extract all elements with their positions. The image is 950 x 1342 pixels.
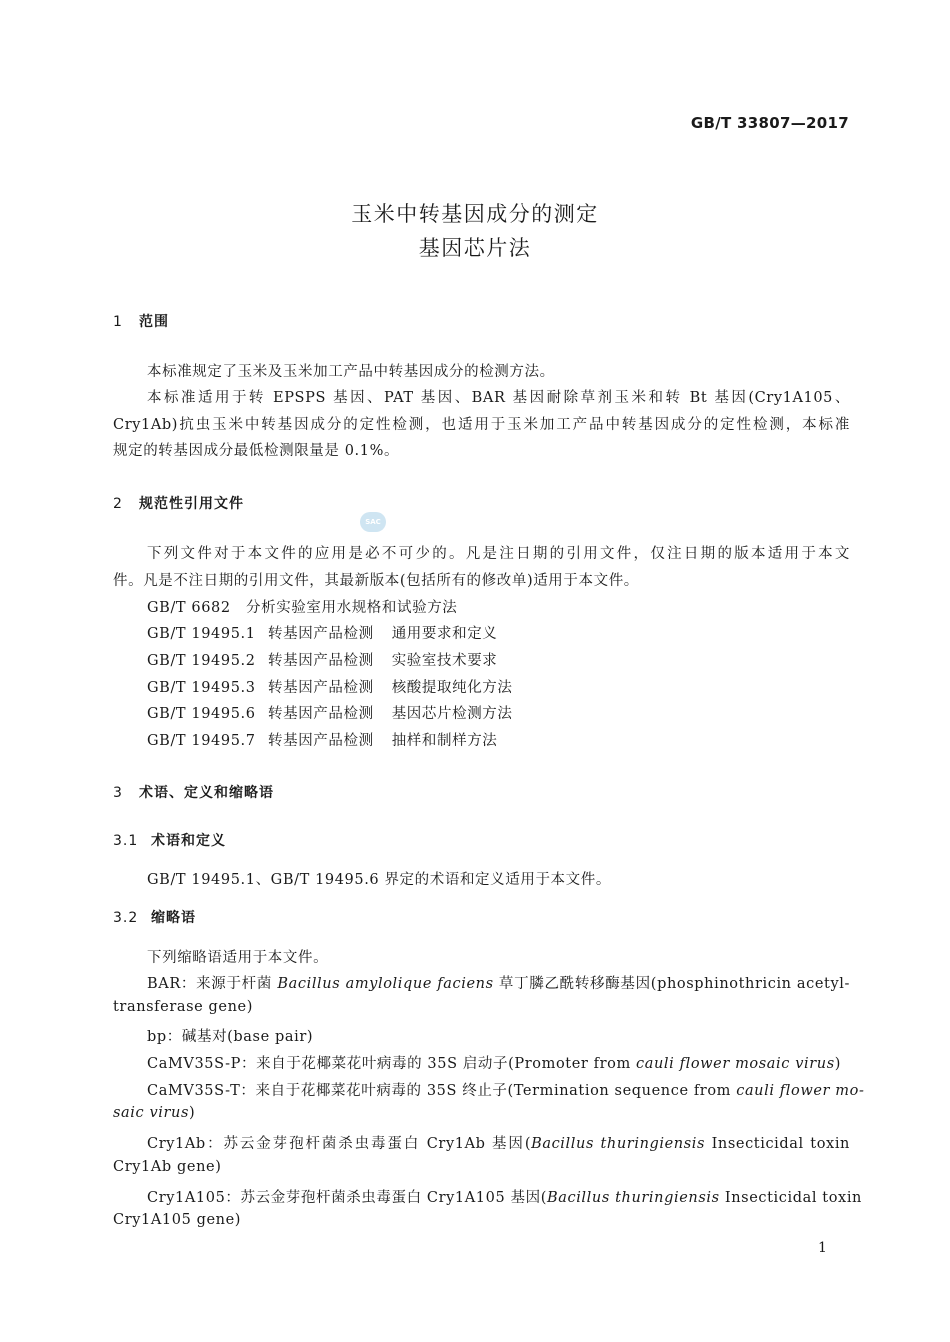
paragraph: 本标准规定了玉米及玉米加工产品中转基因成分的检测方法。 — [147, 364, 555, 380]
page-number: 1 — [818, 1240, 827, 1256]
reference-title: 通用要求和定义 — [391, 626, 498, 642]
abbreviation-bar: BAR：来源于杆菌 Bacillus amylolique faciens 草丁膦乙酰转移酶基因(phosphinothricin acetyl- — [147, 976, 851, 992]
reference-item — [147, 596, 457, 617]
reference-part: 转基因产品检测 — [268, 680, 374, 696]
paragraph-line: 件。凡是不注日期的引用文件，其最新版本(包括所有的修改单)适用于本文件。 — [113, 573, 639, 589]
reference-part: 转基因产品检测 — [268, 653, 374, 669]
reference-item — [147, 729, 497, 750]
sac-watermark-logo: SAC — [360, 512, 386, 532]
subsection-number: 3.2 — [113, 910, 139, 926]
reference-title: 实验室技术要求 — [391, 653, 498, 669]
reference-part: 转基因产品检测 — [268, 733, 374, 749]
subsection-number: 3.1 — [113, 833, 139, 849]
reference-code: GB/T 19495.2 — [147, 653, 256, 669]
document-title: 玉米中转基因成分的测定 — [351, 202, 599, 226]
paragraph: 下列缩略语适用于本文件。 — [147, 950, 329, 966]
paragraph: GB/T 19495.1、GB/T 19495.6 界定的术语和定义适用于本文件。 — [147, 872, 611, 888]
reference-item — [147, 649, 497, 670]
reference-item — [147, 676, 513, 697]
paragraph-line: 本标准适用于转 EPSPS 基因、PAT 基因、BAR 基因耐除草剂玉米和转 Bt 基因(Cry1A105、 — [147, 390, 850, 406]
subsection-title: 缩略语 — [151, 910, 196, 926]
section-title: 范围 — [139, 314, 169, 330]
subsection-title: 术语和定义 — [151, 833, 226, 849]
reference-part: 转基因产品检测 — [268, 626, 374, 642]
abbreviation-cry1a105-cont: Cry1A105 gene) — [113, 1212, 242, 1228]
reference-code: GB/T 6682 — [147, 600, 231, 616]
paragraph-line: Cry1Ab)抗虫玉米中转基因成分的定性检测，也适用于玉米加工产品中转基因成分的定性检测，本标准 — [113, 417, 850, 433]
reference-code: GB/T 19495.7 — [147, 733, 256, 749]
document-subtitle: 基因芯片法 — [418, 236, 532, 260]
abbreviation-bp: bp：碱基对(base pair) — [147, 1029, 314, 1045]
abbreviation-camv35s-p: CaMV35S-P：来自于花椰菜花叶病毒的 35S 启动子(Promoter from cauli flower mosaic virus) — [147, 1056, 842, 1072]
reference-title: 基因芯片检测方法 — [391, 706, 513, 722]
reference-title: 核酸提取纯化方法 — [391, 680, 513, 696]
paragraph-line: 下列文件对于本文件的应用是必不可少的。凡是注日期的引用文件，仅注日期的版本适用于本文 — [147, 546, 850, 562]
reference-item — [147, 702, 513, 723]
section-number: 3 — [113, 785, 123, 801]
section-3-heading — [113, 782, 274, 802]
abbreviation-camv35s-t: CaMV35S-T：来自于花椰菜花叶病毒的 35S 终止子(Termination sequence from cauli flower mo- — [147, 1083, 865, 1099]
section-title: 术语、定义和缩略语 — [139, 785, 274, 801]
reference-part: 转基因产品检测 — [268, 706, 374, 722]
abbreviation-bar-cont: transferase gene) — [113, 999, 253, 1015]
section-title: 规范性引用文件 — [139, 496, 244, 512]
abbreviation-cry1ab: Cry1Ab：苏云金芽孢杆菌杀虫毒蛋白 Cry1Ab 基因(Bacillus thuringiensis Insecticidal toxin — [147, 1136, 850, 1152]
reference-title: 分析实验室用水规格和试验方法 — [246, 600, 458, 616]
subsection-3-1-heading — [113, 830, 226, 850]
section-number: 1 — [113, 314, 123, 330]
reference-item — [147, 622, 497, 643]
reference-code: GB/T 19495.1 — [147, 626, 256, 642]
abbreviation-camv35s-t-cont: saic virus) — [113, 1105, 196, 1121]
section-2-heading — [113, 493, 244, 513]
section-1-heading — [113, 311, 169, 331]
abbreviation-cry1ab-cont: Cry1Ab gene) — [113, 1159, 222, 1175]
reference-code: GB/T 19495.3 — [147, 680, 256, 696]
abbreviation-cry1a105: Cry1A105：苏云金芽孢杆菌杀虫毒蛋白 Cry1A105 基因(Bacillus thuringiensis Insecticidal toxin — [147, 1190, 862, 1206]
standard-number: GB/T 33807—2017 — [690, 114, 849, 132]
section-number: 2 — [113, 496, 123, 512]
paragraph-line: 规定的转基因成分最低检测限量是 0.1%。 — [113, 443, 400, 459]
subsection-3-2-heading — [113, 907, 196, 927]
reference-code: GB/T 19495.6 — [147, 706, 256, 722]
reference-title: 抽样和制样方法 — [391, 733, 498, 749]
